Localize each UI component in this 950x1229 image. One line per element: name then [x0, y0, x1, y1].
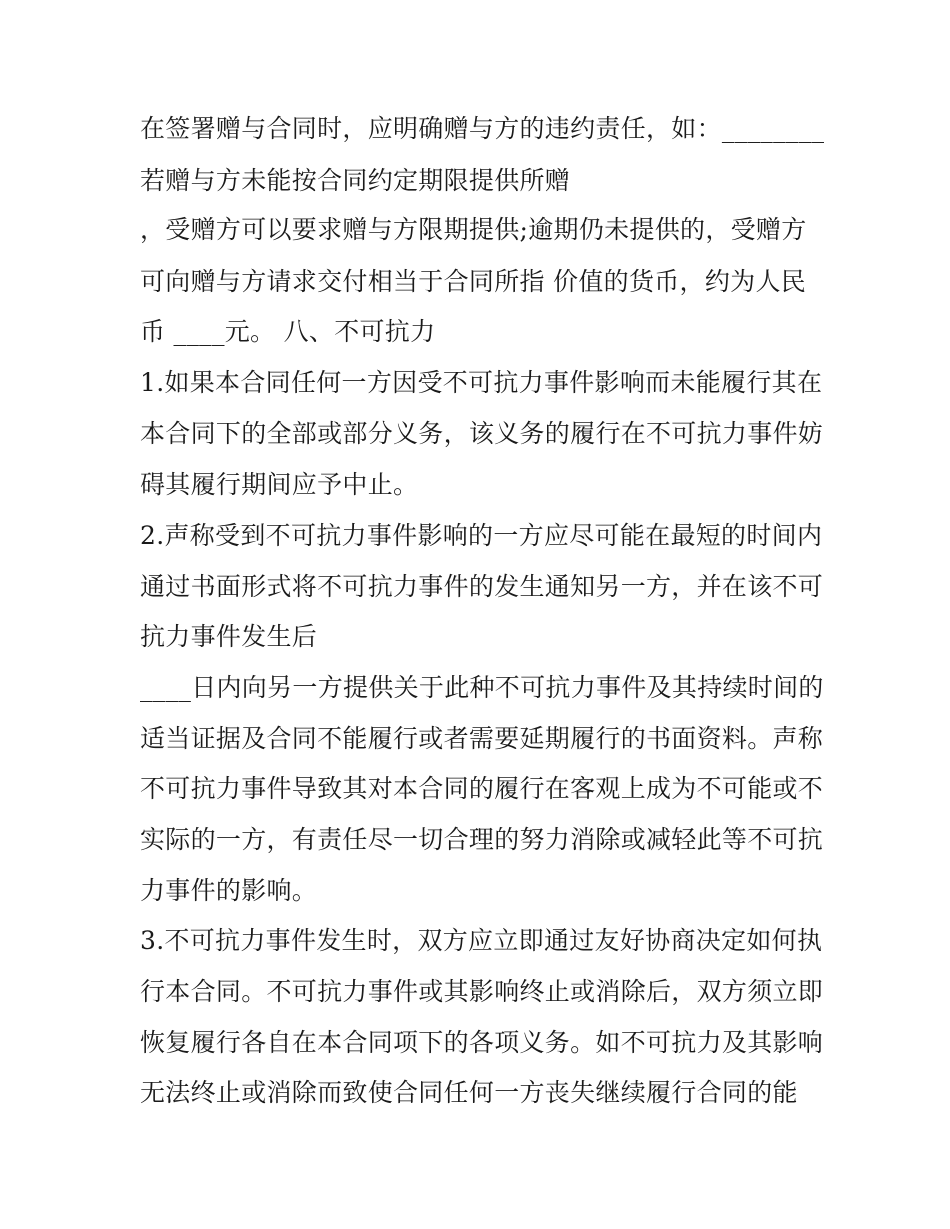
- text-line: 本合同下的全部或部分义务，该义务的履行在不可抗力事件妨: [140, 419, 824, 448]
- text-line: 3.不可抗力事件发生时，双方应立即通过友好协商决定如何执: [140, 926, 823, 955]
- text-line: ，受赠方可以要求赠与方限期提供;逾期仍未提供的，受赠方: [140, 215, 807, 244]
- text-line: 抗力事件发生后: [140, 622, 318, 651]
- text-line: 2.声称受到不可抗力事件影响的一方应尽可能在最短的时间内: [140, 521, 823, 550]
- text-line: 通过书面形式将不可抗力事件的发生通知另一方，并在该不可: [140, 572, 824, 601]
- text-line: 实际的一方，有责任尽一切合理的努力消除或减轻此等不可抗: [140, 825, 824, 854]
- text-line: 不可抗力事件导致其对本合同的履行在客观上成为不可能或不: [140, 774, 824, 803]
- text-line: 在签署赠与合同时，应明确赠与方的违约责任，如：________: [140, 114, 825, 143]
- text-line: 行本合同。不可抗力事件或其影响终止或消除后，双方须立即: [140, 977, 824, 1006]
- text-line: 恢复履行各自在本合同项下的各项义务。如不可抗力及其影响: [140, 1028, 824, 1057]
- text-line: 币 ____元。 八、不可抗力: [140, 317, 436, 346]
- text-line: 若赠与方未能按合同约定期限提供所赠: [140, 166, 571, 195]
- text-line: 1.如果本合同任何一方因受不可抗力事件影响而未能履行其在: [140, 368, 823, 397]
- text-line: 无法终止或消除而致使合同任何一方丧失继续履行合同的能: [140, 1078, 798, 1107]
- text-line: ____日内向另一方提供关于此种不可抗力事件及其持续时间的: [140, 673, 824, 702]
- text-line: 碍其履行期间应予中止。: [140, 470, 419, 499]
- text-line: 力事件的影响。: [140, 876, 318, 905]
- text-line: 适当证据及合同不能履行或者需要延期履行的书面资料。声称: [140, 724, 824, 753]
- text-line: 可向赠与方请求交付相当于合同所指 价值的货币，约为人民: [140, 267, 807, 296]
